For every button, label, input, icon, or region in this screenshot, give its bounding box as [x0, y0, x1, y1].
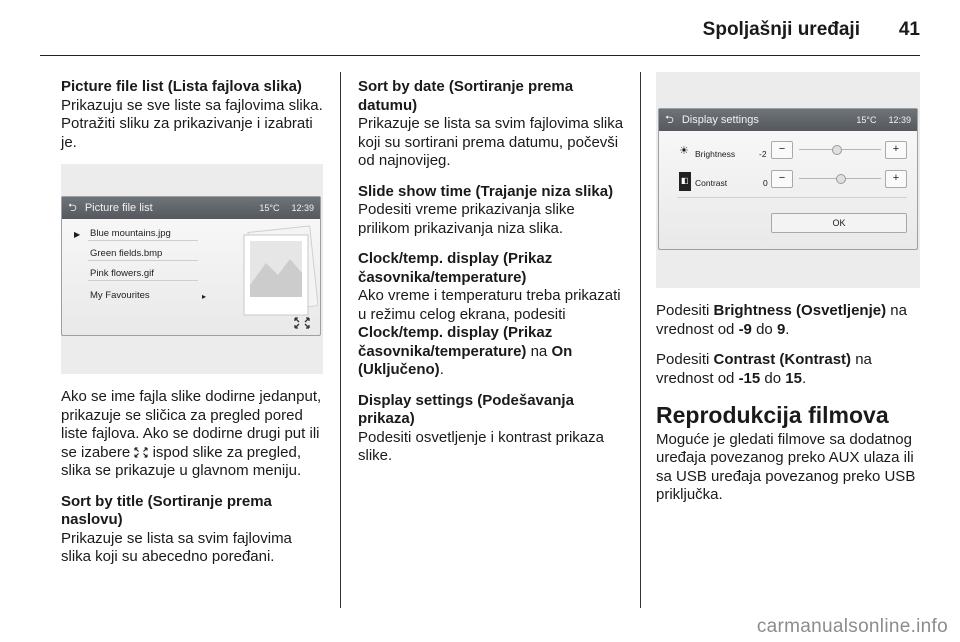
- column-divider: [640, 72, 641, 608]
- paragraph-text: Podesiti: [656, 351, 710, 368]
- column-1: [61, 78, 323, 579]
- screen-title: Display settings: [681, 113, 759, 126]
- range-max: 9: [776, 320, 786, 338]
- file-item: Green fields.bmp: [90, 248, 163, 259]
- contrast-icon: ◧: [679, 172, 691, 191]
- settings-area: [659, 131, 917, 249]
- file-item: My Favourites: [90, 290, 150, 301]
- file-item: Pink flowers.gif: [90, 268, 154, 279]
- contrast-minus-button: −: [771, 170, 793, 188]
- temperature: 15°C: [856, 114, 877, 125]
- section-text: Moguće je gledati filmove sa dodatnog uređaja povezanog preko AUX ulaza ili sa USB uređaja povezanog preko USB priključka.: [656, 430, 916, 503]
- divider: [88, 240, 198, 241]
- section-title: Sort by title (Sortiranje prema naslovu): [61, 492, 272, 528]
- section-text: Prikazuje se lista sa svim fajlovima slika koji su sortirani prema datumu, počevši od najnovijeg.: [358, 115, 624, 169]
- paragraph-text: ispod slike za pregled, slika se prikazuje u glavnom meniju.: [61, 443, 302, 479]
- punctuation: .: [785, 320, 790, 338]
- brightness-plus-button: +: [885, 141, 907, 159]
- screen: [61, 196, 321, 336]
- thumbnail-preview: [234, 223, 318, 327]
- picture-file-list-figure: [61, 164, 323, 374]
- brightness-paragraph: [656, 302, 920, 339]
- setting-name: Contrast (Kontrast): [713, 351, 852, 368]
- status-bar: [659, 109, 917, 131]
- chevron-right-icon: ▸: [202, 292, 207, 301]
- divider: [88, 260, 198, 261]
- section-picture-file-list: [61, 78, 323, 152]
- play-arrow-icon: ▶: [74, 230, 81, 239]
- range-min: -15: [738, 369, 761, 387]
- back-icon: ⮌: [665, 113, 674, 126]
- contrast-slider-knob: [836, 174, 846, 184]
- section-clock-temp-display: [358, 250, 624, 380]
- temperature: 15°C: [259, 202, 280, 213]
- section-text: Podesiti vreme prikazivanja slike prilikom prikazivanja niza slika.: [358, 201, 575, 237]
- ok-button: OK: [771, 213, 907, 233]
- page-number: 41: [898, 19, 920, 40]
- setting-value: On (Uključeno): [358, 342, 573, 378]
- column-2: [358, 78, 624, 478]
- section-display-settings: [358, 392, 624, 466]
- section-text: Prikazuje se lista sa svim fajlovima slika koji su abecedno poređani.: [61, 529, 292, 565]
- column-3: [656, 72, 920, 517]
- punctuation: .: [439, 361, 444, 378]
- brightness-minus-button: −: [771, 141, 793, 159]
- clock: 12:39: [291, 202, 314, 213]
- section-title: Picture file list (Lista fajlova slika): [61, 78, 302, 95]
- file-item: Blue mountains.jpg: [90, 228, 171, 239]
- paragraph-text: Ako se ime fajla slike dodirne jedanput, prikazuje se sličica za pregled pored liste fajlova. Ako se dodirne drugi put ili se izabere: [61, 388, 322, 461]
- range-min: -9: [738, 320, 752, 338]
- section-title: Clock/temp. display (Prikaz časovnika/temperature): [358, 250, 553, 286]
- section-text: Ako vreme i temperaturu treba prikazati u režimu celog ekrana, podesiti: [358, 287, 621, 323]
- section-heading: Reprodukcija filmova: [656, 402, 889, 428]
- paragraph-text: do: [756, 320, 773, 338]
- contrast-label: Contrast: [695, 178, 728, 188]
- column-divider: [340, 72, 341, 608]
- header-rule: [40, 55, 920, 56]
- setting-name: Clock/temp. display (Prikaz časovnika/temperature): [358, 324, 553, 360]
- header-title: Spoljašnji uređaji: [702, 19, 860, 40]
- brightness-slider-knob: [832, 145, 842, 155]
- setting-name: Brightness (Osvetljenje): [713, 302, 887, 319]
- clock: 12:39: [888, 114, 911, 125]
- section-sort-by-title: [61, 493, 323, 567]
- paragraph-text: do: [764, 369, 782, 387]
- punctuation: .: [801, 369, 807, 387]
- contrast-plus-button: +: [885, 170, 907, 188]
- section-sort-by-date: [358, 78, 624, 171]
- fullscreen-icon: [134, 447, 148, 458]
- brightness-value: -2: [759, 149, 767, 159]
- section-title: Display settings (Podešavanja prikaza): [358, 391, 574, 427]
- back-icon: ⮌: [68, 201, 77, 214]
- section-title: Slide show time (Trajanje niza slika): [358, 182, 614, 200]
- section-title: Sort by date (Sortiranje prema datumu): [358, 78, 574, 114]
- thumbnail-paragraph: [61, 388, 323, 481]
- paragraph-text: na vrednost od: [656, 302, 907, 338]
- range-max: 15: [785, 369, 802, 387]
- display-settings-figure: [656, 72, 920, 288]
- paragraph-text: Podesiti: [656, 302, 710, 319]
- section-text: Prikazuju se sve liste sa fajlovima slika. Potražiti sliku za prikazivanje i izabrati je.: [61, 96, 323, 151]
- section-text: Podesiti osvetljenje i kontrast prikaza slike.: [358, 428, 604, 464]
- sun-icon: ☀: [679, 145, 689, 157]
- screen: [658, 108, 918, 250]
- screen-title: Picture file list: [84, 201, 153, 214]
- status-bar: [62, 197, 320, 219]
- fullscreen-icon: [294, 317, 310, 329]
- section-slide-show-time: [358, 183, 624, 239]
- paragraph-text: na vrednost od: [656, 351, 872, 387]
- watermark: carmanualsonline.info: [756, 616, 948, 637]
- file-list-area: [62, 219, 320, 335]
- divider: [88, 280, 198, 281]
- brightness-label: Brightness: [695, 149, 736, 159]
- contrast-value: 0: [763, 178, 768, 188]
- divider: [677, 197, 907, 198]
- section-text: na: [530, 342, 548, 360]
- contrast-paragraph: [656, 351, 920, 388]
